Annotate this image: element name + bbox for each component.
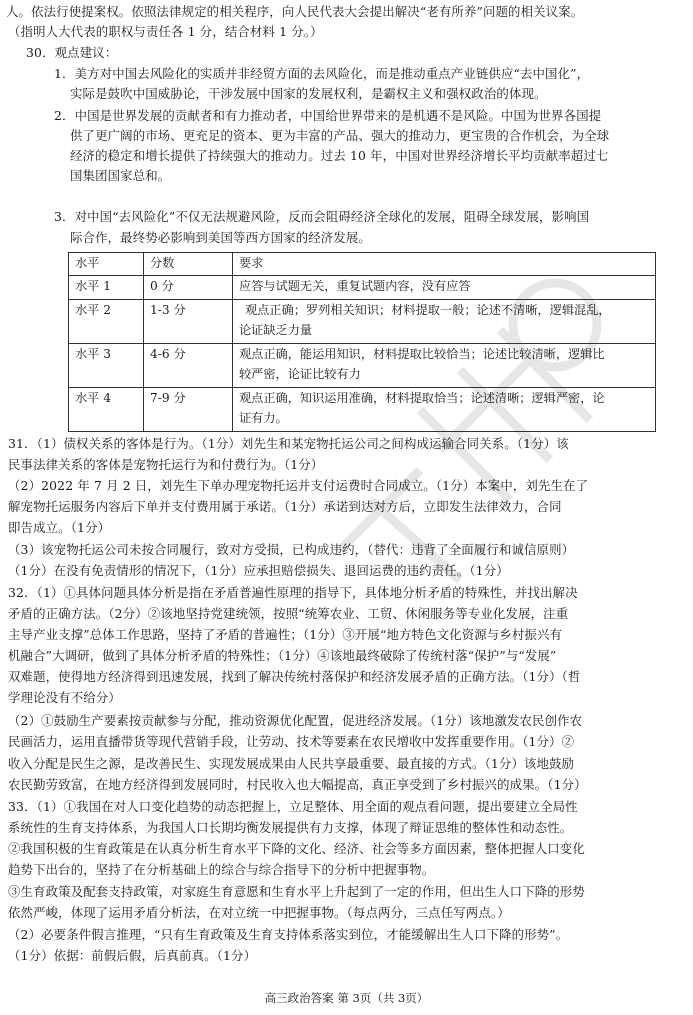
q30-point-2-line: 国集团国家总和。: [70, 168, 171, 183]
q33-line: 系统性的生育支持体系，为我国人口长期均衡发展提供有力支撑，体现了辩证思维的整体性和动态性。: [8, 820, 573, 835]
q33-line: 依然严峻，体现了运用矛盾分析法，在对立统一中把握事物。（每点两分，三点任写两点。）: [8, 905, 510, 920]
q32-line: 农民勤劳致富，在地方经济得到发展同时，村民收入也大幅提高，真正享受到了乡村振兴的成果。（1分）: [8, 777, 587, 792]
table-row: [69, 388, 656, 432]
q30-title: 30．观点建议：: [26, 45, 118, 60]
table-header-cell: 水平: [69, 253, 144, 276]
q30-point-1-line: 1．美方对中国去风险化的实质并非经贸方面的去风险化，而是推动重点产业链供应“去中国化”，: [54, 66, 590, 81]
requirement-line: 证有力。: [239, 411, 288, 425]
requirement-line: 论证缺乏力量: [239, 323, 313, 337]
q31-line: （2）2022 年 7 月 2 日，刘先生下单办理宠物托运并支付运费时合同成立。（1分）本案中，刘先生在了: [8, 478, 589, 493]
q31-line: 民事法律关系的客体是宠物托运行为和付费行为。（1分）: [8, 457, 324, 472]
level-cell: 水平 2: [69, 300, 144, 344]
intro-line: 人。依法行使提案权。依照法律规定的相关程序，向人民代表大会提出解决“老有所养”问题的相关议案。: [6, 4, 584, 19]
q30-point-2-line: 供了更广阔的市场、更充足的资本、更为丰富的产品、强大的推动力，更宝贵的合作机会，为全球: [70, 128, 610, 143]
q31-line: （3）该宠物托运公司未按合同履行，致对方受损，已构成违约，（替代：违背了全面履行和诚信原则）: [8, 542, 575, 557]
intro-scoring-note: （指明人大代表的职权与责任各 1 分，结合材料 1 分。）: [8, 24, 323, 39]
q33-line: ③生育政策及配套支持政策，对家庭生育意愿和生育水平上升起到了一定的作用，但出生人口下降的形势: [8, 884, 585, 899]
q31-line: （1分）在没有免责情形的情况下，（1分）应承担赔偿损失、退回运费的违约责任。（1分）: [8, 563, 509, 578]
q32-line: （2）①鼓励生产要素按贡献参与分配，推动资源优化配置，促进经济发展。（1分）该地激发农民创作农: [8, 713, 583, 728]
q32-line: 矛盾的正确方法。（2分）②该地坚持党建统领，按照“统筹农业、工贸、休闲服务等专业化发展，注重: [8, 606, 569, 621]
q33-line: （2）必要条件假言推理，“只有生育政策及生育支持体系落实到位，才能缓解出生人口下降的形势”。: [8, 927, 569, 942]
requirement-cell: [233, 388, 656, 432]
level-cell: 水平 1: [69, 276, 144, 300]
requirement-cell: [233, 344, 656, 388]
q31-line: 解宠物托运服务内容后下单并支付费用属于承诺。（1分）承诺到达对方后，立即发生法律效力，合同: [8, 499, 562, 514]
table-row: [69, 300, 656, 344]
scoring-level-table: [68, 252, 656, 432]
level-cell: 水平 4: [69, 388, 144, 432]
requirement-line: 观点正确，能运用知识，材料提取比较恰当；论述比较清晰，逻辑比: [239, 347, 605, 361]
q33-line: （1分）依据：前假后假，后真前真。（1分）: [8, 948, 257, 963]
page-footer: 高三政治答案 第 3页（共 3页）: [264, 991, 429, 1005]
q32-line: 主导产业支撑”总体工作思路，坚持了矛盾的普遍性；（1分）③开展“地方特色文化资源与乡村振兴有: [8, 627, 563, 642]
requirement-line: 观点正确，知识运用准确，材料提取恰当；论述清晰；逻辑严密，论: [239, 391, 605, 405]
q32-line: 民画活力，运用直播带货等现代营销手段，让劳动、技术等要素在农民增收中发挥重要作用。（1分）②: [8, 734, 575, 749]
q30-point-3-line: 3．对中国“去风险化”不仅无法规避风险，反而会阻碍经济全球化的发展，阻碍全球发展，影响国: [54, 209, 590, 224]
requirement-line: 观点正确；罗列相关知识；材料提取一般；论述不清晰，逻辑混乱，: [245, 303, 611, 317]
q32-line: 机融合”大调研，做到了具体分析矛盾的特殊性；（1分）④该地最终破除了传统村落“保护”与“发展”: [8, 648, 557, 663]
q33-line: ②我国积极的生育政策是在认真分析生育水平下降的文化、经济、社会等多方面因素，整体把握人口变化: [8, 841, 585, 856]
level-cell: 水平 3: [69, 344, 144, 388]
q33-line: 33．（1）①我国在对人口变化趋势的动态把握上，立足整体、用全面的观点看问题，提出要建立全局性: [8, 799, 578, 814]
q30-point-3-line: 际合作，最终势必影响到美国等西方国家的经济发展。: [70, 230, 371, 245]
q32-line: 收入分配是民生之源，是改善民生、实现发展成果由人民共享最重要、最直接的方式。（1分）该地鼓励: [8, 756, 575, 771]
q32-line: 双难题，使得地方经济得到迅速发展，找到了解决传统村落保护和经济发展矛盾的正确方法。（1分）（哲: [8, 669, 581, 684]
table-header-cell: 要求: [233, 253, 656, 276]
q33-line: 趋势下出台的，坚持了在分析基础上的综合与综合指导下的分析中把握事物。: [8, 862, 435, 877]
table-header-cell: 分数: [144, 253, 233, 276]
table-header-row: [69, 253, 656, 276]
q32-line: 32．（1）①具体问题具体分析是指在矛盾普遍性原理的指导下，具体地分析矛盾的特殊性，并找出解决: [8, 585, 578, 600]
q30-point-1-line: 实际是鼓吹中国威胁论，干涉发展中国家的发展权利，是霸权主义和强权政治的体现。: [70, 86, 547, 101]
requirement-line: 应答与试题无关，重复试题内容，没有应答: [239, 279, 471, 293]
requirement-line: 较严密，论证比较有力: [239, 367, 361, 381]
q31-line: 31．（1）债权关系的客体是行为。（1分）刘先生和某宠物托运公司之间构成运输合同关系。（1分）该: [8, 436, 569, 451]
q30-point-2-line: 经济的稳定和增长提供了持续强大的推动力。过去 10 年，中国对世界经济增长平均贡献率超过七: [70, 148, 609, 163]
score-cell: 1-3 分: [144, 300, 233, 344]
q32-line: 学理论没有不给分）: [8, 690, 121, 705]
score-cell: 4-6 分: [144, 344, 233, 388]
table-row: [69, 276, 656, 300]
q30-point-2-line: 2．中国是世界发展的贡献者和有力推动者，中国给世界带来的是机遇不是风险。中国为世界各国提: [54, 108, 602, 123]
q31-line: 即告成立。（1分）: [8, 520, 111, 535]
table-row: [69, 344, 656, 388]
score-cell: 7-9 分: [144, 388, 233, 432]
requirement-cell: [233, 276, 656, 300]
score-cell: 0 分: [144, 276, 233, 300]
requirement-cell: [233, 300, 656, 344]
